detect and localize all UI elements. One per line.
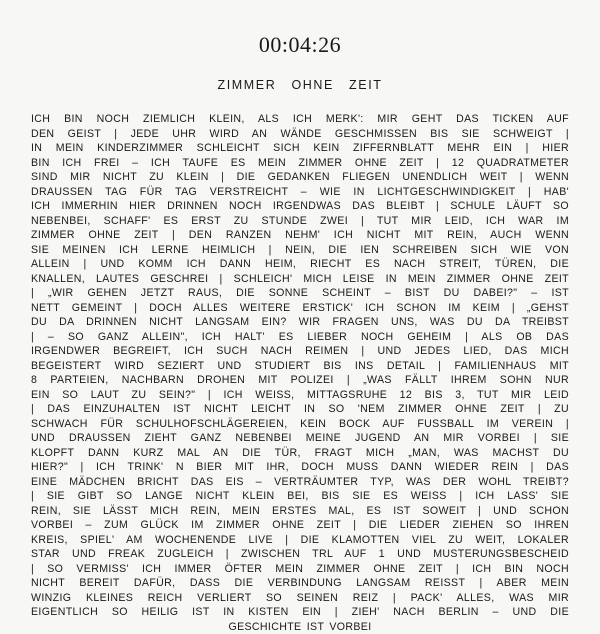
lyrics-line: REIN, SIE LÄSST MICH REIN, MEIN ERSTES MAL, ES IST SOWEIT | UND SCHON xyxy=(31,504,569,519)
lyrics-line: NETT GEMEINT | DOCH ALLES WEITERE ERSTICK' ICH SCHON IM KEIM | „GEHST xyxy=(31,301,569,316)
lyrics-line: IN MEIN KINDERZIMMER SCHLEICHT SICH KEIN ZIFFERNBLATT MEHR EIN | HIER xyxy=(31,141,569,156)
track-duration: 00:04:26 xyxy=(0,32,600,58)
lyrics-line: | SIE GIBT SO LANGE NICHT KLEIN BEI, BIS SIE ES WEISS | ICH LASS' SIE xyxy=(31,489,569,504)
lyrics-line: SIE MEINEN ICH LERNE HEIMLICH | NEIN, DIE IEN SCHREIBEN SICH WIE VON xyxy=(31,243,569,258)
lyrics-line: EINE MÄDCHEN BRICHT DAS EIS – VERTRÄUMTER TYP, WAS DER WOHL TREIBT? xyxy=(31,475,569,490)
lyrics-line: | DAS EINZUHALTEN IST NICHT LEICHT IN SO 'NEM ZIMMER OHNE ZEIT | ZU xyxy=(31,402,569,417)
lyrics-line: GESCHICHTE IST VORBEI xyxy=(31,620,569,634)
lyrics-line: DU DA DRINNEN NICHT LANGSAM EIN? WIR FRAGEN UNS, WAS DU DA TREIBST xyxy=(31,315,569,330)
lyrics-line: DRAUSSEN TAG FÜR TAG VERSTREICHT – WIE IN LICHTGESCHWINDIGKEIT | HAB' xyxy=(31,185,569,200)
lyrics-line: ICH BIN NOCH ZIEMLICH KLEIN, ALS ICH MERK': MIR GEHT DAS TICKEN AUF xyxy=(31,112,569,127)
lyrics-line: KREIS, SPIEL' AM WOCHENENDE LIVE | DIE KLAMOTTEN VIEL ZU WEIT, LOKALER xyxy=(31,533,569,548)
lyrics-line: DEN GEIST | JEDE UHR WIRD AN WÄNDE GESCHMISSEN BIS SIE SCHWEIGT | xyxy=(31,127,569,142)
lyrics-line: KNALLEN, LAUTES GESCHREI | SCHLEICH' MICH LEISE IN MEIN ZIMMER OHNE ZEIT xyxy=(31,272,569,287)
lyrics-line: SIND MIR NICHT ZU KLEIN | DIE GEDANKEN FLIEGEN UNENDLICH WEIT | WENN xyxy=(31,170,569,185)
lyrics-line: ICH IMMERHIN HIER DRINNEN NOCH IRGENDWAS DAS BLEIBT | SCHULE LÄUFT SO xyxy=(31,199,569,214)
lyrics-line: BIN ICH FREI – ICH TAUFE ES MEIN ZIMMER OHNE ZEIT | 12 QUADRATMETER xyxy=(31,156,569,171)
lyrics-line: | – SO GANZ ALLEIN", ICH HALT' ES LIEBER NOCH GEHEIM | ALS OB DAS xyxy=(31,330,569,345)
lyrics-line: VORBEI – ZUM GLÜCK IM ZIMMER OHNE ZEIT | DIE LIEDER ZIEHEN SO IHREN xyxy=(31,518,569,533)
lyrics-line: WINZIG KLEINES REICH VERLIERT SO SEINEN REIZ | PACK' ALLES, WAS MIR xyxy=(31,591,569,606)
lyrics-line: BEGEISTERT WIRD SEZIERT UND STUDIERT BIS INS DETAIL | FAMILIENHAUS MIT xyxy=(31,359,569,374)
lyrics-line: UND DRAUSSEN ZIEHT GANZ NEBENBEI MEINE JUGEND AN MIR VORBEI | SIE xyxy=(31,431,569,446)
song-title: ZIMMER OHNE ZEIT xyxy=(0,78,600,92)
lyrics-line: KLOPFT DANN KURZ MAL AN DIE TÜR, FRAGT MICH „MAN, WAS MACHST DU xyxy=(31,446,569,461)
lyrics-line: IRGENDWER BEGREIFT, ICH SUCH NACH REIMEN | UND JEDES LIED, DAS MICH xyxy=(31,344,569,359)
lyrics-line: EIN SO LAUT ZU SEIN?" | ICH WEISS, MITTAGSRUHE 12 BIS 3, TUT MIR LEID xyxy=(31,388,569,403)
lyrics-line: ZIMMER OHNE ZEIT | DEN RANZEN NEHM' ICH NICHT MIT REIN, AUCH WENN xyxy=(31,228,569,243)
lyrics-line: ALLEIN | UND KOMM ICH DANN HEIM, RIECHT ES NACH STREIT, TÜREN, DIE xyxy=(31,257,569,272)
lyrics-line: NEBENBEI, SCHAFF' ES ERST ZU STUNDE ZWEI | TUT MIR LEID, ICH WAR IM xyxy=(31,214,569,229)
lyrics-line: SCHWACH FÜR SCHULHOFSCHLÄGEREIEN, KEIN BOCK AUF FUSSBALL IM VEREIN | xyxy=(31,417,569,432)
lyrics-line: EIGENTLICH SO HEILIG IST IN KISTEN EIN | ZIEH' NACH BERLIN – UND DIE xyxy=(31,605,569,620)
lyrics-line: | SO VERMISS' ICH IMMER ÖFTER MEIN ZIMMER OHNE ZEIT | ICH BIN NOCH xyxy=(31,562,569,577)
lyrics-line: STAR UND FREAK ZUGLEICH | ZWISCHEN TRL AUF 1 UND MUSTERUNGSBESCHEID xyxy=(31,547,569,562)
lyrics-line: NICHT BEREIT DAFÜR, DASS DIE VERBINDUNG LANGSAM REISST | ABER MEIN xyxy=(31,576,569,591)
lyrics-line: | „WIR GEHEN JETZT RAUS, DIE SONNE SCHEINT – BIST DU DABEI?" – IST xyxy=(31,286,569,301)
lyrics-line: HIER?" | ICH TRINK' N BIER MIT IHR, DOCH MUSS DANN WIEDER REIN | DAS xyxy=(31,460,569,475)
lyrics-body xyxy=(31,112,569,634)
lyrics-line: 8 PARTEIEN, NACHBARN DROHEN MIT POLIZEI | „WAS FÄLLT IHREM SOHN NUR xyxy=(31,373,569,388)
